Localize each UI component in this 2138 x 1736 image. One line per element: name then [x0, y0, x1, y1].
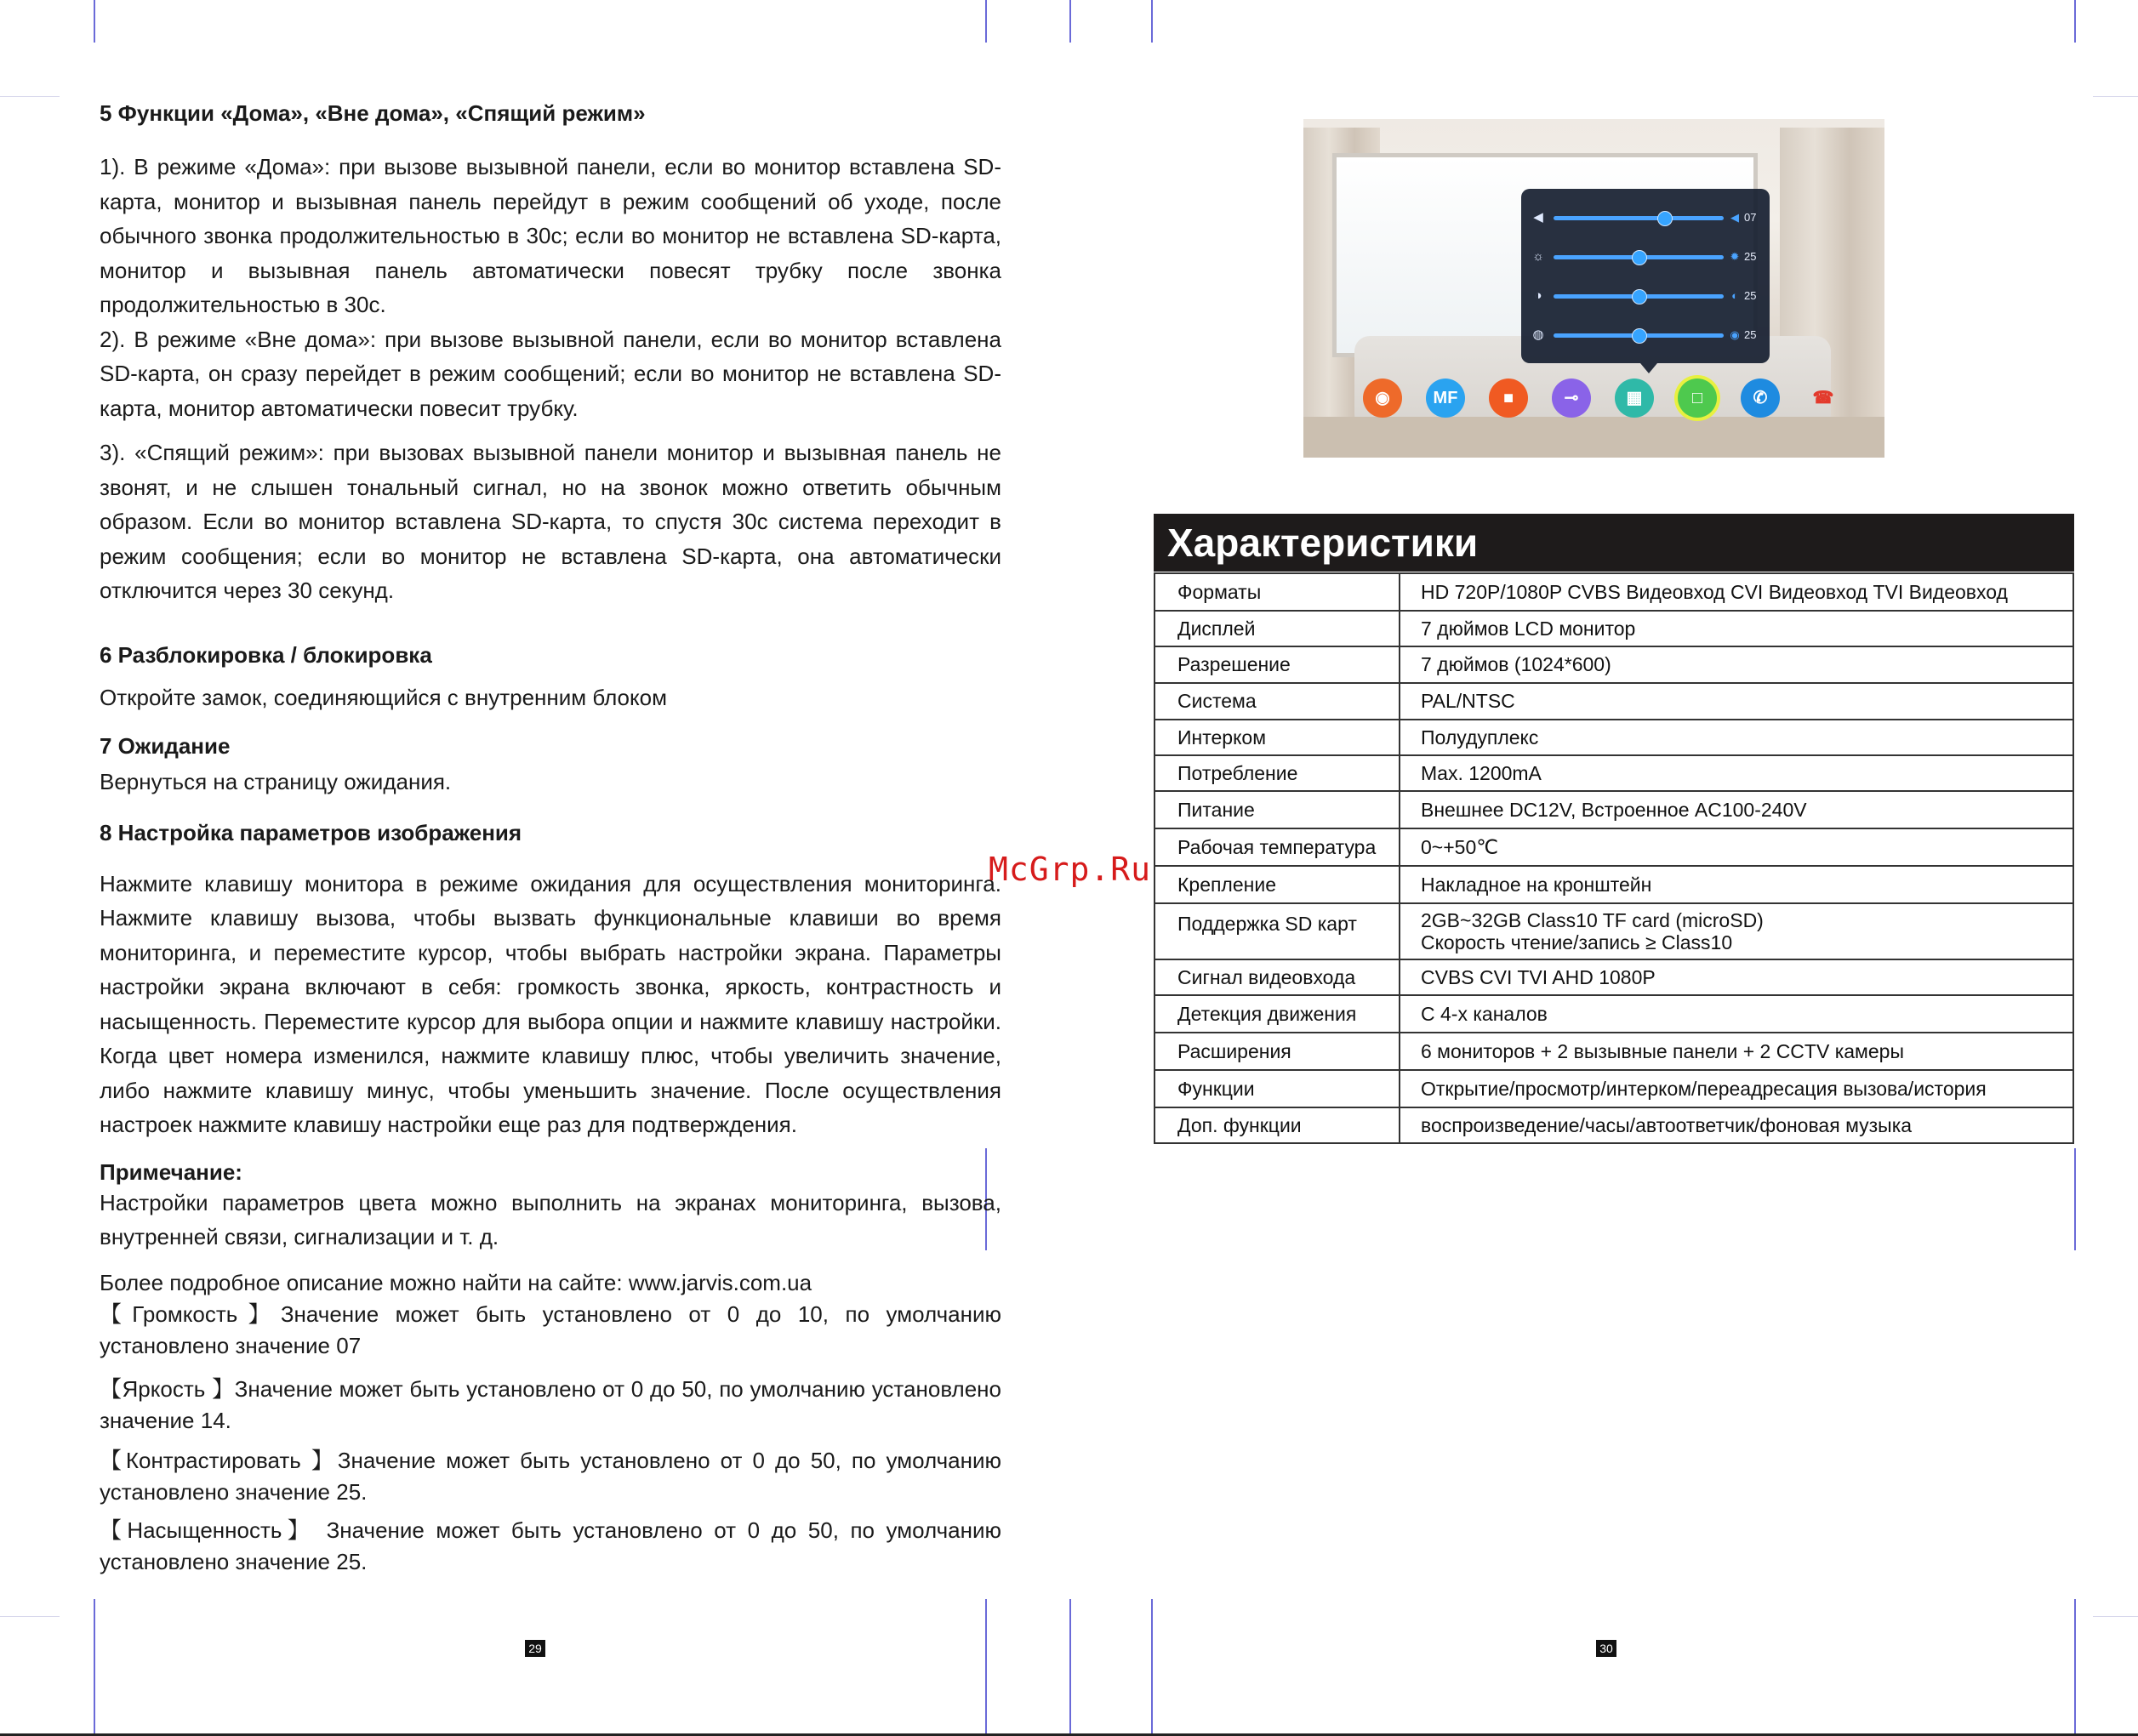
- table-row: [1155, 611, 2073, 646]
- volume-text: 【Громкость】Значение может быть установлено от 0 до 10, по умолчанию установлено значение 07: [100, 1301, 1001, 1358]
- speaker-icon: ◀: [1533, 210, 1543, 225]
- table-row: [1155, 828, 2073, 866]
- table-row: [1155, 791, 2073, 828]
- crop-mark: [2093, 96, 2138, 97]
- spec-value: Max. 1200mA: [1400, 755, 2073, 791]
- spec-label: Питание: [1155, 791, 1400, 828]
- spec-value: воспроизведение/часы/автоответчик/фоновая музыка: [1400, 1107, 2073, 1143]
- saturation-slider[interactable]: [1530, 327, 1761, 344]
- spec-value: Открытие/просмотр/интерком/переадресация вызова/история: [1400, 1070, 2073, 1107]
- left-content: [100, 100, 1001, 1578]
- specs-title: Характеристики: [1154, 514, 2074, 572]
- key-icon[interactable]: ⊸: [1552, 379, 1591, 418]
- spec-value-line: 2GB~32GB Class10 TF card (microSD): [1421, 909, 1764, 931]
- crop-mark: [1151, 0, 1153, 43]
- section6-heading: 6 Разблокировка / блокировка: [100, 641, 432, 668]
- crop-mark: [2093, 1616, 2138, 1617]
- settings-square-icon[interactable]: □: [1678, 379, 1717, 418]
- brightness-text: 【Яркость 】Значение может быть установлено от 0 до 50, по умолчанию установлено значение 14.: [100, 1375, 1001, 1433]
- table-row: [1155, 995, 2073, 1033]
- saturation-text: 【Насыщенность】 Значение может быть установлено от 0 до 50, по умолчанию установлено значение 25.: [100, 1517, 1001, 1574]
- floor: [1303, 417, 1884, 458]
- spec-label: Поддержка SD карт: [1155, 903, 1400, 959]
- spec-label: Форматы: [1155, 573, 1400, 611]
- left-page: [0, 0, 1063, 1736]
- contrast-icon: ◑: [1534, 288, 1542, 303]
- crop-mark: [2074, 1599, 2076, 1736]
- slider-knob[interactable]: [1632, 328, 1647, 344]
- table-row: [1155, 573, 2073, 611]
- function-button-bar: [1363, 379, 1839, 421]
- section5-paragraph-1: 1). В режиме «Дома»: при вызове вызывной панели, если во монитор вставлена SD-карта, монитор и вызывная панель перейдут в режим сообщений об уходе, после обычного звонка продолжительностью в 30с; если во монитор не вставлена SD-карта, монитор и вызывная панель автоматически повесят трубку после звонка продолжительностью в 30с.: [100, 154, 1001, 317]
- section8-text: Нажмите клавишу монитора в режиме ожидания для осуществления мониторинга. Нажмите клавишу вызова, чтобы вызвать функциональные клавиши во время мониторинга, и переместите курсор, чтобы выбрать настройки экрана. Параметры настройки экрана включают в себя: громкость звонка, яркость, контрастность и насыщенность. Переместите курсор для выбора опции и нажмите клавишу настройки. Когда цвет номера изменился, нажмите клавишу плюс, чтобы увеличить значение, либо нажмите клавишу минус, чтобы уменьшить значение. После осуществления настроек нажмите клавишу настройки еще раз для подтверждения.: [100, 870, 1001, 1137]
- table-row: [1155, 1107, 2073, 1143]
- sun-icon: ☼: [1532, 249, 1544, 264]
- slider-track[interactable]: [1554, 255, 1724, 259]
- crop-mark: [1069, 1599, 1071, 1736]
- settings-overlay: [1521, 189, 1770, 363]
- slider-value: 25: [1744, 328, 1757, 341]
- slider-value: 25: [1744, 289, 1757, 302]
- crop-mark: [1069, 0, 1071, 43]
- crop-mark: [1151, 1599, 1153, 1736]
- slider-track[interactable]: [1554, 294, 1724, 299]
- note-text: Настройки параметров цвета можно выполнить на экранах мониторинга, вызова, внутренней связи, сигнализации и т. д.: [100, 1189, 1001, 1249]
- contrast-text: 【Контрастировать 】Значение может быть установлено от 0 до 50, по умолчанию установлено значение 25.: [100, 1447, 1001, 1505]
- brightness-slider[interactable]: [1530, 248, 1761, 265]
- spec-value: Накладное на кронштейн: [1400, 866, 2073, 903]
- spec-value: Полудуплекс: [1400, 720, 2073, 755]
- slider-knob[interactable]: [1657, 211, 1673, 226]
- spec-label: Рабочая температура: [1155, 828, 1400, 866]
- spec-value: Внешнее DC12V, Встроенное AC100-240V: [1400, 791, 2073, 828]
- saturation-icon: ◍: [1532, 327, 1544, 342]
- slider-value: 07: [1744, 211, 1757, 224]
- spec-value-line: Скорость чтение/запись ≥ Class10: [1421, 931, 1733, 953]
- spec-label: Система: [1155, 683, 1400, 720]
- spec-label: Расширения: [1155, 1033, 1400, 1070]
- sun-bright-icon: ✹: [1730, 250, 1740, 263]
- spec-value: 0~+50℃: [1400, 828, 2073, 866]
- section5-paragraph-3: 3). «Спящий режим»: при вызовах вызывной панели монитор и вызывная панель не звонят, и не слышен тональный сигнал, но на звонок можно ответить обычным образом. Если во монитор вставлена SD-карта, то спустя 30с система переходит в режим сообщения; если во монитор не вставлена SD-карта, она автоматически отключится через 30 секунд.: [100, 440, 1001, 603]
- more-info-text: Более подробное описание можно найти на сайте: www.jarvis.com.ua: [100, 1269, 812, 1295]
- spec-label: Крепление: [1155, 866, 1400, 903]
- crop-mark: [2074, 0, 2076, 43]
- slider-track[interactable]: [1554, 216, 1724, 220]
- spec-value: HD 720P/1080P CVBS Видеовход CVI Видеовход TVI Видеовход: [1400, 573, 2073, 611]
- table-row: [1155, 755, 2073, 791]
- page-number-right: 30: [1596, 1640, 1616, 1657]
- monitor-screen-photo: [1303, 119, 1884, 458]
- crop-mark: [2074, 1148, 2076, 1250]
- note-heading: Примечание:: [100, 1158, 242, 1185]
- mf-icon[interactable]: MF: [1426, 379, 1465, 418]
- spec-value: PAL/NTSC: [1400, 683, 2073, 720]
- speaker-loud-icon: ◀: [1730, 211, 1739, 224]
- spec-label: Детекция движения: [1155, 995, 1400, 1033]
- camera-icon[interactable]: ◉: [1363, 379, 1402, 418]
- spec-value: [1400, 903, 2073, 959]
- volume-slider[interactable]: [1530, 209, 1761, 226]
- spec-label: Доп. функции: [1155, 1107, 1400, 1143]
- spec-value: CVBS CVI TVI AHD 1080P: [1400, 959, 2073, 995]
- spec-label: Сигнал видеовхода: [1155, 959, 1400, 995]
- watermark: McGrp.Ru: [989, 851, 1152, 888]
- table-row: [1155, 959, 2073, 995]
- hangup-icon[interactable]: ☎: [1812, 389, 1834, 407]
- phone-icon[interactable]: ✆: [1741, 379, 1780, 418]
- spec-value: 6 мониторов + 2 вызывные панели + 2 CCTV камеры: [1400, 1033, 2073, 1070]
- table-row: [1155, 720, 2073, 755]
- spec-label: Интерком: [1155, 720, 1400, 755]
- section7-heading: 7 Ожидание: [100, 733, 231, 759]
- table-row: [1155, 683, 2073, 720]
- section8-heading: 8 Настройка параметров изображения: [100, 819, 522, 845]
- table-row: [1155, 866, 2073, 903]
- gate-icon[interactable]: ▦: [1615, 379, 1654, 418]
- slider-knob[interactable]: [1632, 289, 1647, 305]
- specs-table: [1154, 572, 2074, 1144]
- table-row: [1155, 1070, 2073, 1107]
- spec-label: Потребление: [1155, 755, 1400, 791]
- saturation-high-icon: ◉: [1730, 328, 1740, 341]
- overlay-pointer: [1640, 363, 1657, 373]
- section7-text: Вернуться на страницу ожидания.: [100, 769, 452, 794]
- section6-text: Откройте замок, соединяющийся с внутренним блоком: [100, 684, 668, 710]
- spec-value: 7 дюймов LCD монитор: [1400, 611, 2073, 646]
- spec-label: Разрешение: [1155, 646, 1400, 683]
- section5-heading: 5 Функции «Дома», «Вне дома», «Спящий режим»: [100, 100, 646, 126]
- spec-label: Функции: [1155, 1070, 1400, 1107]
- table-row: [1155, 903, 2073, 959]
- section5-paragraph-2: 2). В режиме «Вне дома»: при вызове вызывной панели, если во монитор вставлена SD-карта, он сразу перейдет в режим сообщений; если во монитор не вставлена SD-карта, монитор автоматически повесит трубку.: [100, 326, 1001, 421]
- slider-knob[interactable]: [1632, 250, 1647, 265]
- table-row: [1155, 1033, 2073, 1070]
- slider-value: 25: [1744, 250, 1757, 263]
- slider-track[interactable]: [1554, 333, 1724, 338]
- table-row: [1155, 646, 2073, 683]
- page-number-left: 29: [525, 1640, 545, 1657]
- contrast-slider[interactable]: [1530, 287, 1761, 305]
- video-icon[interactable]: ■: [1489, 379, 1528, 418]
- contrast-high-icon: ◐: [1731, 289, 1738, 302]
- spec-value: С 4-х каналов: [1400, 995, 2073, 1033]
- spec-label: Дисплей: [1155, 611, 1400, 646]
- spec-value: 7 дюймов (1024*600): [1400, 646, 2073, 683]
